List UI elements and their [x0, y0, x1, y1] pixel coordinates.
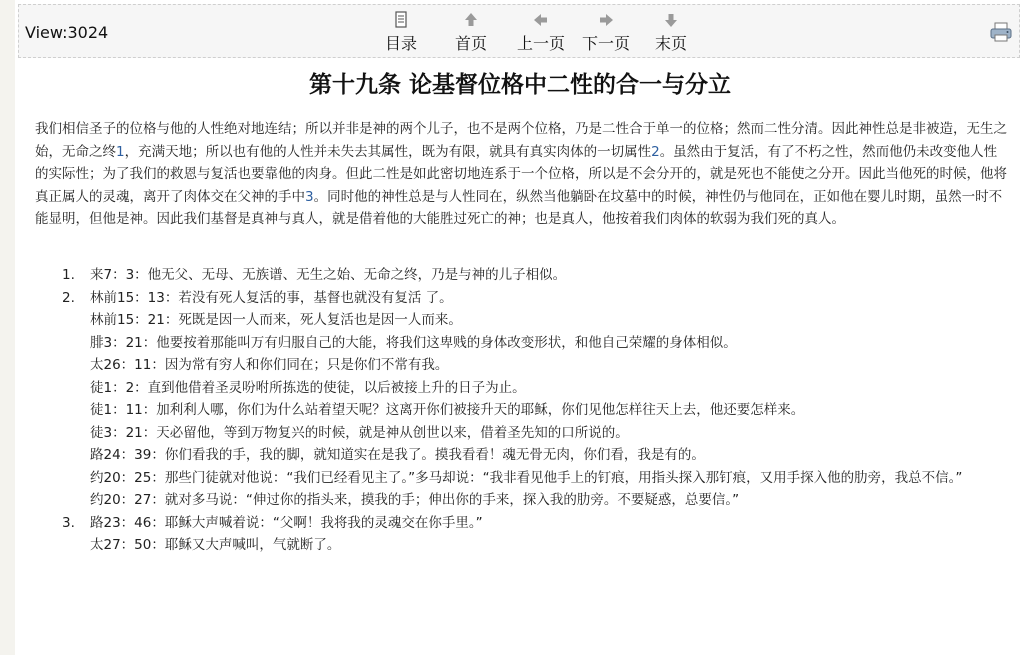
reference-line: 徒1：11：加利利人哪，你们为什么站着望天呢？这离开你们被接升天的耶稣，你们见他怎样往天上去，他还要怎样来。	[90, 402, 805, 418]
footnote-link-2[interactable]: 2	[651, 143, 660, 160]
footnote-link-3[interactable]: 3	[305, 188, 314, 205]
reference-line: 腓3：21：他要按着那能叫万有归服自己的大能，将我们这卑贱的身体改变形状，和他自己荣耀的身体相似。	[90, 334, 737, 351]
reference-line: 约20：27：就对多马说：“伸过你的指头来，摸我的手；伸出你的手来，探入我的肋旁。不要疑惑，总要信。”	[90, 492, 740, 508]
reference-item	[62, 264, 1012, 287]
contents-button[interactable]	[369, 9, 433, 57]
first-page-label: 首页	[454, 34, 487, 53]
printer-icon[interactable]	[989, 21, 1013, 43]
article-body	[35, 118, 1007, 231]
arrow-up-icon	[461, 11, 481, 29]
last-page-label: 末页	[654, 34, 687, 53]
arrow-left-icon	[531, 11, 551, 29]
reference-line: 路23：46：耶稣大声喊着说：“父啊！我将我的灵魂交在你手里。”	[90, 514, 483, 531]
body-text-1: 我们相信圣子的位格与他的人性绝对地连结；所以并非是神的两个儿子，也不是两个位格，乃是二性合于单一的位格；然而二性分清。因此神性总是非被造，无生之始，无命之终	[35, 121, 1007, 160]
reference-line: 太26：11：因为常有穷人和你们同在；只是你们不常有我。	[90, 357, 449, 373]
reference-number: 1.	[62, 267, 75, 283]
previous-page-button[interactable]	[509, 9, 573, 57]
previous-page-label: 上一页	[516, 34, 565, 53]
footnote-link-1[interactable]: 1	[116, 143, 125, 160]
reference-line: 林前15：13：若没有死人复活的事，基督也就没有复活 了。	[90, 289, 453, 306]
reference-item	[62, 287, 1012, 512]
next-page-label: 下一页	[581, 34, 630, 53]
reference-list	[62, 264, 1012, 557]
document-icon	[391, 11, 411, 29]
body-text-2: ，充满天地；所以也有他的人性并未失去其属性，既为有限，就具有真实肉体的一切属性	[124, 143, 652, 160]
reference-line: 徒1：2：直到他借着圣灵吩咐所拣选的使徒，以后被接上升的日子为止。	[90, 379, 526, 396]
reference-line: 太27：50：耶稣又大声喊叫，气就断了。	[90, 537, 341, 553]
view-count: View:3024	[25, 23, 109, 42]
reference-line: 林前15：21：死既是因一人而来，死人复活也是因一人而来。	[90, 312, 462, 328]
arrow-right-icon	[596, 11, 616, 29]
body-text-3: 。虽然由于复活，有了不朽之性，然而他仍未改变他人性的实际性；为了我们的救恩与复活也要靠他的肉身。但此二性是如此密切地连系于一个位格，所以是不会分开的，就是死也不能使之分开。因此当他死的时候，他将真正属人的灵魂，离开了肉体交在父神的手中	[35, 143, 1007, 205]
reference-number: 3.	[62, 514, 75, 531]
arrow-down-icon	[661, 11, 681, 29]
reference-number: 2.	[62, 289, 75, 306]
reference-line: 来7：3：他无父、无母、无族谱、无生之始、无命之终，乃是与神的儿子相似。	[90, 267, 567, 283]
next-page-button[interactable]	[574, 9, 638, 57]
reference-item	[62, 512, 1012, 557]
first-page-button[interactable]	[439, 9, 503, 57]
reference-line: 路24：39：你们看我的手，我的脚，就知道实在是我了。摸我看看！魂无骨无肉，你们看，我是有的。	[90, 447, 705, 463]
contents-label: 目录	[384, 34, 417, 53]
page-title: 第十九条 论基督位格中二性的合一与分立	[308, 72, 731, 98]
reference-line: 约20：25：那些门徒就对他说：“我们已经看见主了。”多马却说：“我非看见他手上的钉痕，用指头探入那钉痕，又用手探入他的肋旁，我总不信。”	[90, 469, 963, 486]
last-page-button[interactable]	[639, 9, 703, 57]
reference-line: 徒3：21：天必留他，等到万物复兴的时候，就是神从创世以来，借着圣先知的口所说的。	[90, 424, 629, 441]
body-text-4: 。同时他的神性总是与人性同在，纵然当他躺卧在坟墓中的时候，神性仍与他同在，正如他在婴儿时期，虽然一时不能显明，但他是神。因此我们基督是真神与真人，就是借着他的大能胜过死亡的神；也是真人，他按着我们肉体的软弱为我们死的真人。	[35, 188, 1003, 227]
top-toolbar	[18, 4, 1020, 58]
